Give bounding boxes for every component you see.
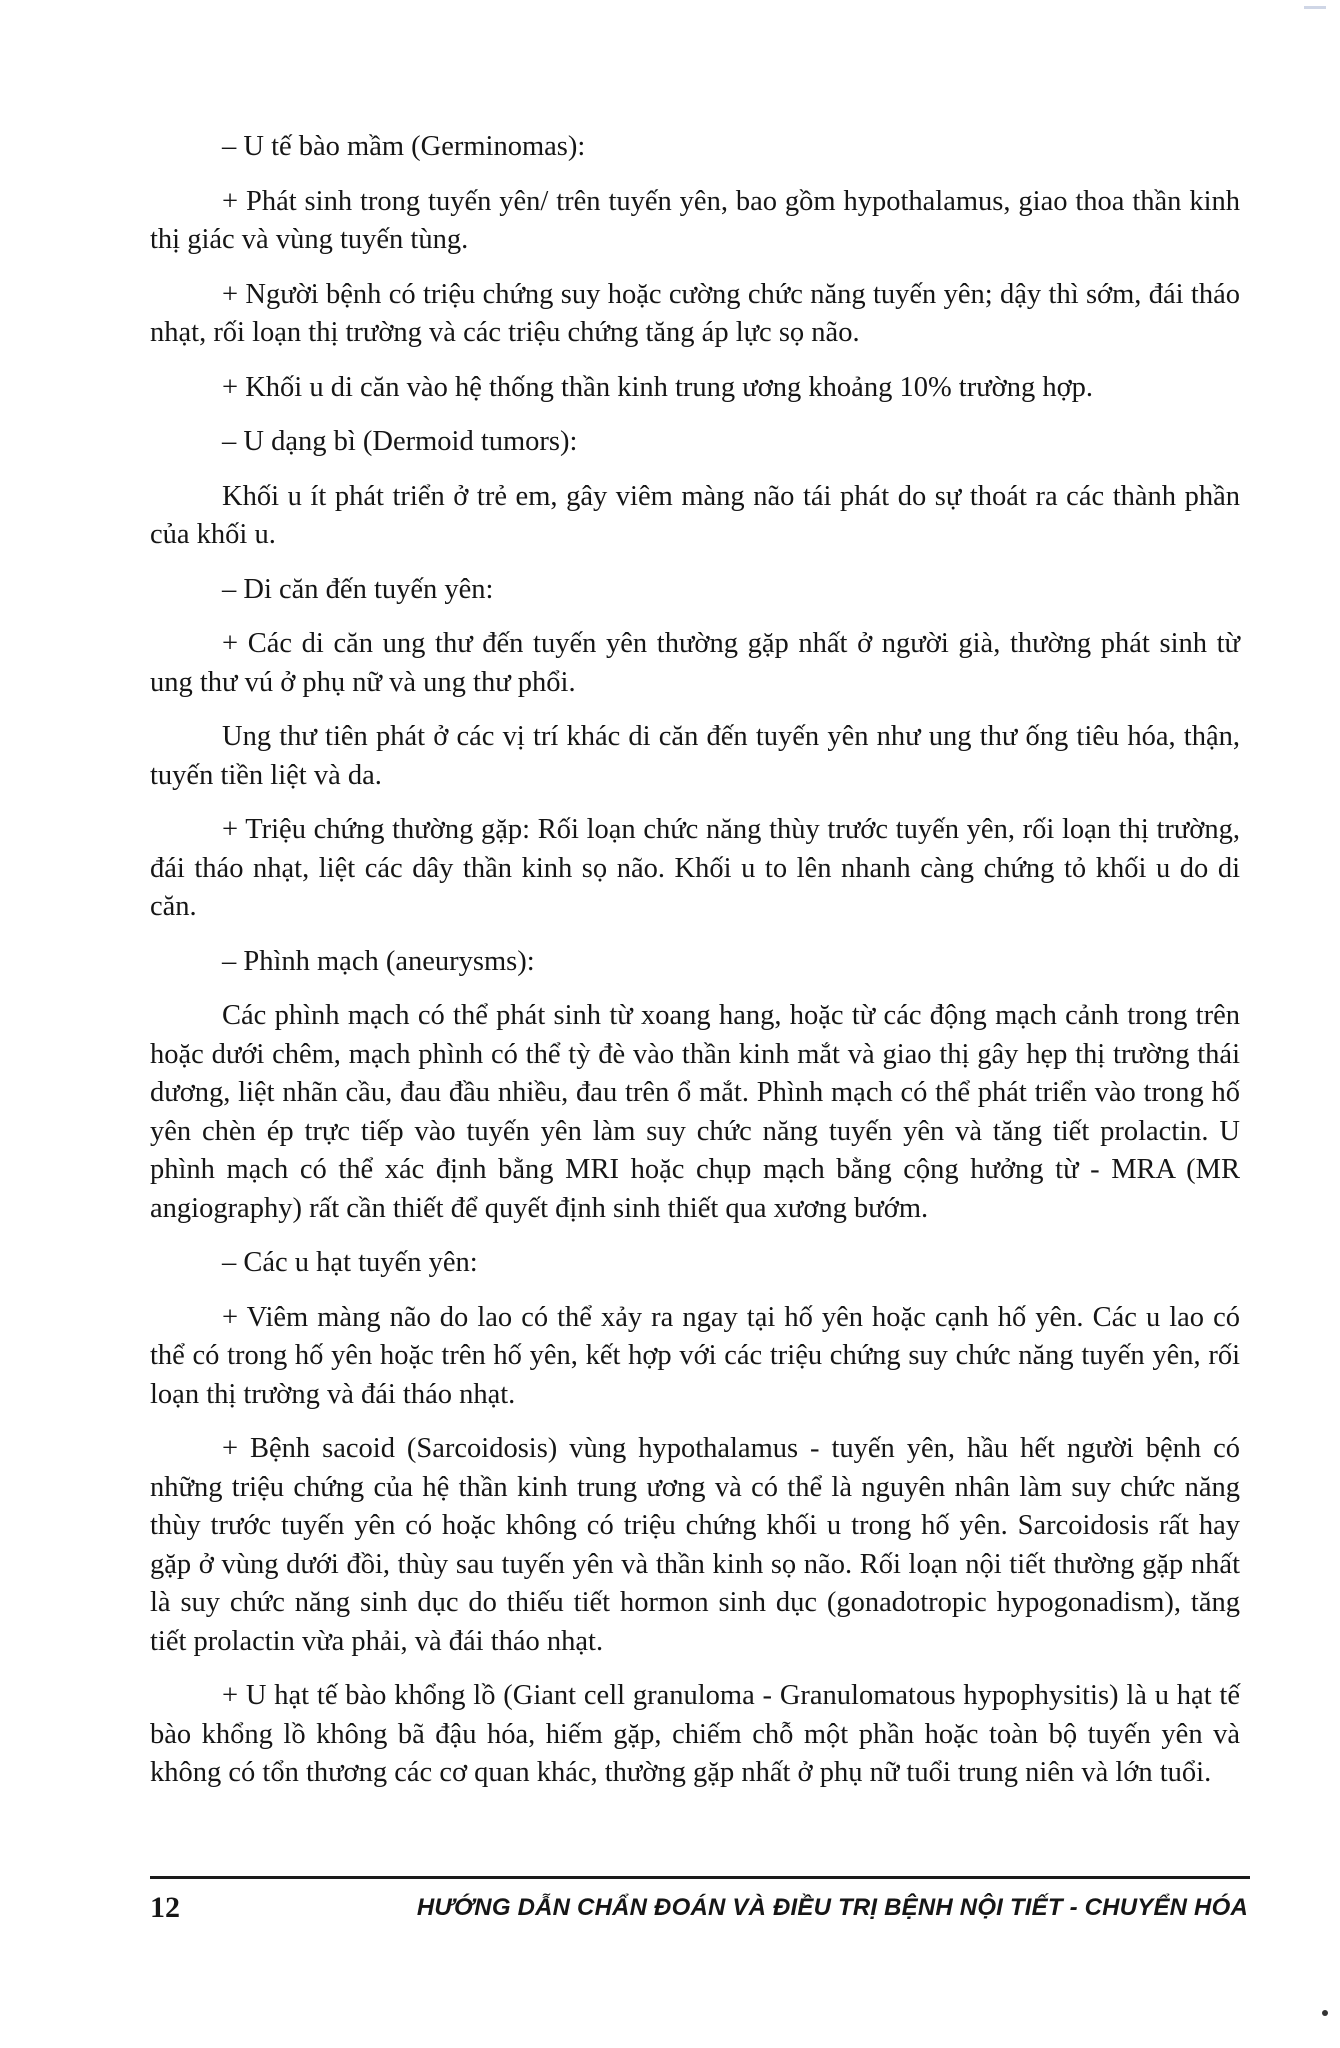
metastasis-other-sites: Ung thư tiên phát ở các vị trí khác di căn đến tuyến yên như ung thư ống tiêu hóa, thận, tuyến tiền liệt và da. <box>150 721 1240 791</box>
footer-divider <box>150 1876 1250 1879</box>
dermoid-description: Khối u ít phát triển ở trẻ em, gây viêm màng não tái phát do sự thoát ra các thành phần của khối u. <box>150 480 1240 550</box>
heading-pituitary-metastasis: – Di căn đến tuyến yên: <box>222 573 494 605</box>
metastasis-symptoms: + Triệu chứng thường gặp: Rối loạn chức năng thùy trước tuyến yên, rối loạn thị trường, đái tháo nhạt, liệt các dây thần kinh sọ não. Khối u to lên nhanh càng chứng tỏ khối u do di căn. <box>150 814 1240 922</box>
body-text <box>150 128 1240 1809</box>
scan-edge-dot <box>1322 2010 1328 2016</box>
germinomas-symptoms: + Người bệnh có triệu chứng suy hoặc cường chức năng tuyến yên; dậy thì sớm, đái tháo nhạt, rối loạn thị trường và các triệu chứng tăng áp lực sọ não. <box>150 278 1240 348</box>
metastasis-sources: + Các di căn ung thư đến tuyến yên thường gặp nhất ở người già, thường phát sinh từ ung thư vú ở phụ nữ và ung thư phổi. <box>150 628 1240 698</box>
germinomas-metastasis: + Khối u di căn vào hệ thống thần kinh trung ương khoảng 10% trường hợp. <box>222 371 1094 403</box>
tuberculous-meningitis: + Viêm màng não do lao có thể xảy ra ngay tại hố yên hoặc cạnh hố yên. Các u lao có thể có trong hố yên hoặc trên hố yên, kết hợp với các triệu chứng suy chức năng tuyến yên, rối loạn thị trường và đái tháo nhạt. <box>150 1301 1240 1410</box>
aneurysms-description: Các phình mạch có thể phát sinh từ xoang hang, hoặc từ các động mạch cảnh trong trên hoặc dưới chêm, mạch phình có thể tỳ đè vào thần kinh mắt và giao thị gây hẹp thị trường thái dương, liệt nhãn cầu, đau đầu nhiều, đau trên ổ mắt. Phình mạch có thể phát triển vào trong hố yên chèn ép trực tiếp vào tuyến yên làm suy chức năng tuyến yên và tăng tiết prolactin. U phình mạch có thể xác định bằng MRI hoặc chụp mạch bằng cộng hưởng từ - MRA (MR angiography) rất cần thiết để quyết định sinh thiết qua xương bướm. <box>150 1000 1240 1224</box>
giant-cell-granuloma: + U hạt tế bào khổng lồ (Giant cell granuloma - Granulomatous hypophysitis) là u hạt tế bào khổng lồ không bã đậu hóa, hiếm gặp, chiếm chỗ một phần hoặc toàn bộ tuyến yên và không có tổn thương các cơ quan khác, thường gặp nhất ở phụ nữ tuổi trung niên và lớn tuổi. <box>150 1680 1240 1788</box>
page-number: 12 <box>150 1891 180 1924</box>
heading-germinomas: – U tế bào mầm (Germinomas): <box>222 131 586 162</box>
running-title: HƯỚNG DẪN CHẨN ĐOÁN VÀ ĐIỀU TRỊ BỆNH NỘI TIẾT - CHUYỂN HÓA <box>416 1894 1248 1921</box>
scan-corner-mark <box>1304 6 1326 9</box>
germinomas-origin: + Phát sinh trong tuyến yên/ trên tuyến yên, bao gồm hypothalamus, giao thoa thần kinh thị giác và vùng tuyến tùng. <box>150 185 1240 255</box>
heading-granulomas: – Các u hạt tuyến yên: <box>222 1247 478 1278</box>
sarcoidosis: + Bệnh sacoid (Sarcoidosis) vùng hypothalamus - tuyến yên, hầu hết người bệnh có những triệu chứng của hệ thần kinh trung ương và có thể là nguyên nhân làm suy chức năng thùy trước tuyến yên có hoặc không có triệu chứng khối u trong hố yên. Sarcoidosis rất hay gặp ở vùng dưới đồi, thùy sau tuyến yên và thần kinh sọ não. Rối loạn nội tiết thường gặp nhất là suy chức năng sinh dục do thiếu tiết hormon sinh dục (gonadotropic hypogonadism), tăng tiết prolactin vừa phải, và đái tháo nhạt. <box>150 1433 1240 1657</box>
heading-aneurysms: – Phình mạch (aneurysms): <box>222 945 535 977</box>
heading-dermoid-tumors: – U dạng bì (Dermoid tumors): <box>222 426 578 457</box>
